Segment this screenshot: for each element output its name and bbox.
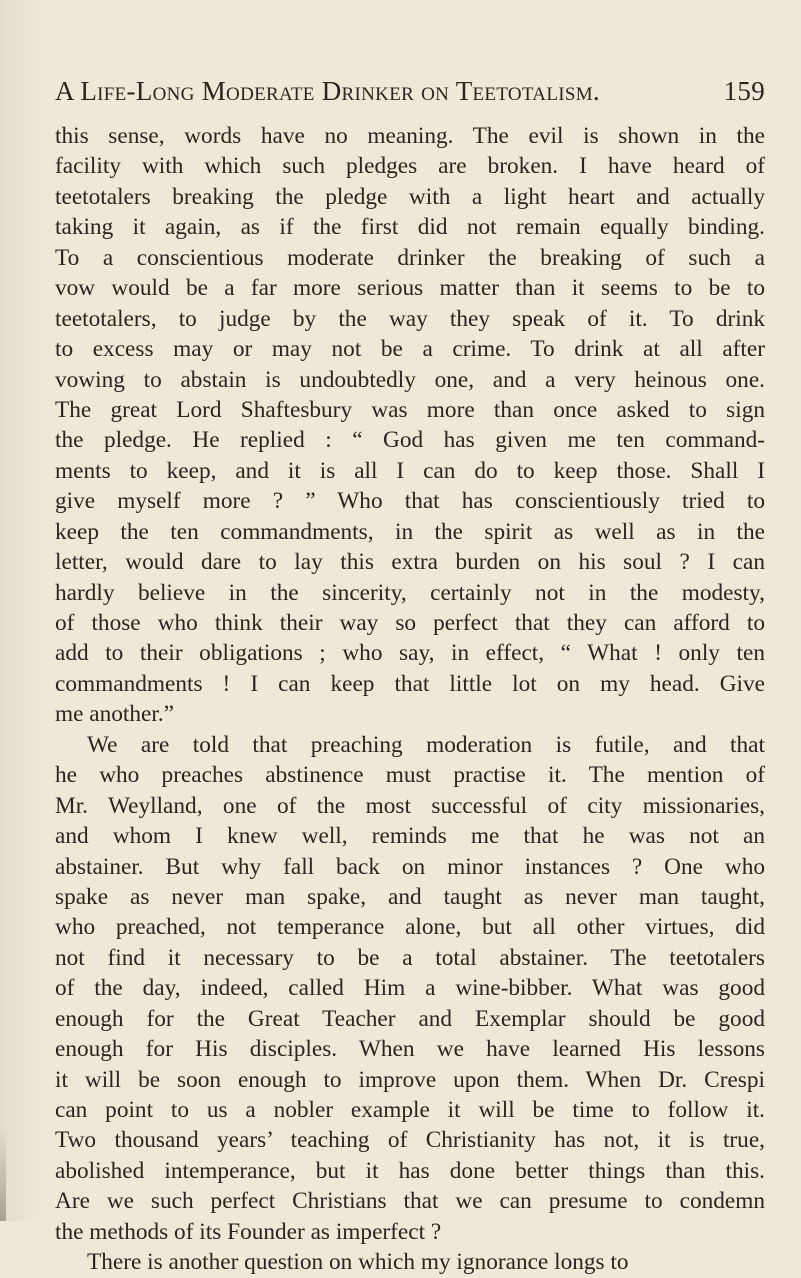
text-line: of the day, indeed, called Him a wine-bibber. What was good [55,975,765,1002]
body-text [55,121,765,1278]
text-line: Two thousand years’ teaching of Christianity has not, it is true, [55,1127,765,1154]
text-line: ments to keep, and it is all I can do to keep those. Shall I [55,457,765,484]
text-line: taking it again, as if the first did not remain equally binding. [55,214,765,241]
text-line: can point to us a nobler example it will be time to follow it. [55,1097,765,1123]
text-line: not find it necessary to be a total abstainer. The teetotalers [55,944,765,971]
text-line: teetotalers, to judge by the way they speak of it. To drink [55,305,765,332]
text-line: abstainer. But why fall back on minor instances ? One who [55,853,765,880]
text-line: and whom I knew well, reminds me that he was not an [55,823,765,850]
running-head-title: A Life-Long Moderate Drinker on Teetotalism. [55,76,600,106]
text-line: who preached, not temperance alone, but all other virtues, did [55,914,765,941]
running-head [55,76,765,116]
text-line: enough for the Great Teacher and Exemplar should be good [55,1005,765,1032]
text-line: The great Lord Shaftesbury was more than once asked to sign [55,396,765,423]
text-line: add to their obligations ; who say, in effect, “ What ! only ten [55,640,765,667]
text-line: this sense, words have no meaning. The evil is shown in the [55,123,765,149]
text-line: letter, would dare to lay this extra burden on his soul ? I can [55,549,765,576]
text-line: of those who think their way so perfect that they can afford to [55,610,765,636]
paragraph-last-line: the methods of its Founder as imperfect ? [55,1218,442,1245]
text-line: he who preaches abstinence must practise it. The mention of [55,762,765,789]
paragraph-last-line: me another.” [55,701,175,728]
paragraph-first-line: There is another question on which my ignorance longs to [87,1249,629,1276]
text-line: Are we such perfect Christians that we can presume to condemn [55,1188,765,1215]
text-line: facility with which such pledges are broken. I have heard of [55,153,765,180]
text-line: teetotalers breaking the pledge with a light heart and actually [55,183,765,210]
page-number: 159 [723,76,765,106]
text-line: it will be soon enough to improve upon them. When Dr. Crespi [55,1066,765,1093]
text-line: To a conscientious moderate drinker the breaking of such a [55,244,765,271]
text-line: vow would be a far more serious matter than it seems to be to [55,275,765,302]
text-line: enough for His disciples. When we have learned His lessons [55,1036,765,1063]
text-line: to excess may or may not be a crime. To drink at all after [55,336,765,363]
paragraph-first-line: We are told that preaching moderation is futile, and that [87,731,765,758]
text-line: hardly believe in the sincerity, certainly not in the modesty, [55,579,765,606]
text-line: keep the ten commandments, in the spirit as well as in the [55,518,765,545]
text-line: abolished intemperance, but it has done better things than this. [55,1157,765,1184]
text-line: give myself more ? ” Who that has conscientiously tried to [55,488,765,515]
text-line: Mr. Weylland, one of the most successful of city missionaries, [55,792,765,819]
text-line: commandments ! I can keep that little lot on my head. Give [55,670,765,697]
text-line: the pledge. He replied : “ God has given me ten command- [55,427,765,454]
text-line: spake as never man spake, and taught as never man taught, [55,883,765,910]
page-edge-shadow [0,1130,6,1221]
text-line: vowing to abstain is undoubtedly one, and a very heinous one. [55,366,765,393]
